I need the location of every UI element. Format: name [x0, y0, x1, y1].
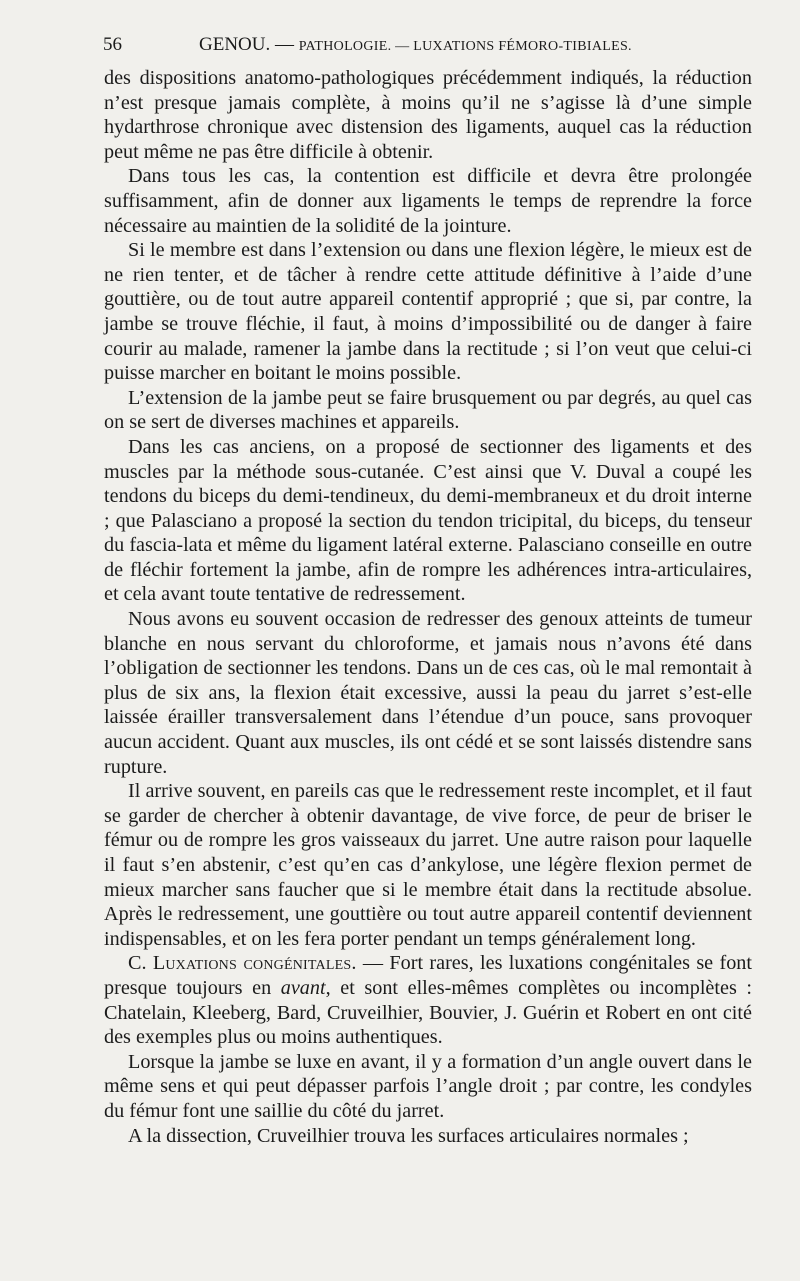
emphasis-word: avant — [280, 976, 326, 999]
paragraph: Dans les cas anciens, on a proposé de sectionner des ligaments et des muscles par la méthode sous-cutanée. C’est ainsi que V. Duval a coupé les tendons du biceps du demi-tendineux, du demi-membraneux et du droit interne ; que Palasciano a proposé la section du tendon tricipital, du biceps, du tenseur du fascia-lata et même du ligament latéral externe. Palasciano conseille en outre de fléchir fortement la jambe, afin de rompre les adhérences intra-articulaires, et cela avant toute tentative de redressement. — [104, 435, 752, 606]
paragraph: Si le membre est dans l’extension ou dans une flexion légère, le mieux est de ne rien tenter, et de tâcher à rendre cette attitude définitive à l’aide d’une gouttière, ou de tout autre appareil contentif approprié ; que si, par contre, la jambe se trouve fléchie, il faut, à moins d’impossibilité ou de danger à faire courir au malade, ramener la jambe dans la rectitude ; si l’on veut que celui-ci puisse marcher en boitant le moins possible. — [104, 239, 752, 385]
paragraph: Il arrive souvent, en pareils cas que le redressement reste incomplet, et il faut se garder de chercher à obtenir davantage, de vive force, de peur de briser le fémur ou de rompre les gros vaisseaux du jarret. Une autre raison pour laquelle il faut s’en abstenir, c’est qu’en cas d’ankylose, une légère flexion permet de mieux marcher sans faucher que si le membre était dans la rectitude absolue. Après le redressement, une gouttière ou tout autre appareil contentif deviennent indispensables, et on les fera porter pendant un temps généralement long. — [104, 780, 752, 950]
paragraph: Lorsque la jambe se luxe en avant, il y a formation d’un angle ouvert dans le même sens et qui peut dépasser parfois l’angle droit ; par contre, les condyles du fémur font une saillie du côté du jarret. — [104, 1050, 752, 1122]
section-heading: Luxations congénitales. — [152, 952, 357, 975]
running-title-main: GENOU. — — [199, 34, 299, 55]
paragraph: Nous avons eu souvent occasion de redresser des genoux atteints de tumeur blanche en nous servant du chloroforme, et jamais nous n’avons été dans l’obligation de sectionner les tendons. Dans un de ces cas, où le mal remontait à plus de six ans, la flexion était excessive, aussi la peau du jarret s’est-elle laissée érailler transversalement dans l’étendue d’un pouce, sans provoquer aucun accident. Quant aux muscles, ils ont cédé et se sont laissés distendre sans rupture. — [104, 608, 752, 778]
page-body — [104, 66, 752, 1148]
section-paragraph — [104, 951, 752, 1049]
paragraph: des dispositions anatomo-pathologiques précédemment indiqués, la réduction n’est presque jamais complète, à moins qu’il ne s’agisse là d’une simple hydarthrose chronique avec distension des ligaments, auquel cas la réduction peut même ne pas être difficile à obtenir. — [104, 67, 752, 163]
section-text: — Fort rares, les luxations congénitales se font presque toujours en — [104, 952, 752, 999]
section-text-continued: , et sont elles-mêmes complètes ou incomplètes : Chatelain, Kleeberg, Bard, Cruveilhier, Bouvier, J. Guérin et Robert en ont cité des exemples plus ou moins authentiques. — [104, 976, 752, 1049]
running-title — [199, 34, 632, 56]
running-title-sub: PATHOLOGIE. — LUXATIONS FÉMORO-TIBIALES. — [298, 39, 632, 54]
paragraph: Dans tous les cas, la contention est difficile et devra être prolongée suffisamment, afin de donner aux ligaments le temps de reprendre la force nécessaire au maintien de la solidité de la jointure. — [104, 165, 752, 237]
paragraph: L’extension de la jambe peut se faire brusquement ou par degrés, au quel cas on se sert de diverses machines et appareils. — [104, 386, 752, 434]
page-number: 56 — [103, 34, 122, 55]
paragraph: A la dissection, Cruveilhier trouva les surfaces articulaires normales ; — [128, 1124, 689, 1147]
section-letter: C. — [128, 952, 153, 975]
running-header — [103, 34, 753, 62]
